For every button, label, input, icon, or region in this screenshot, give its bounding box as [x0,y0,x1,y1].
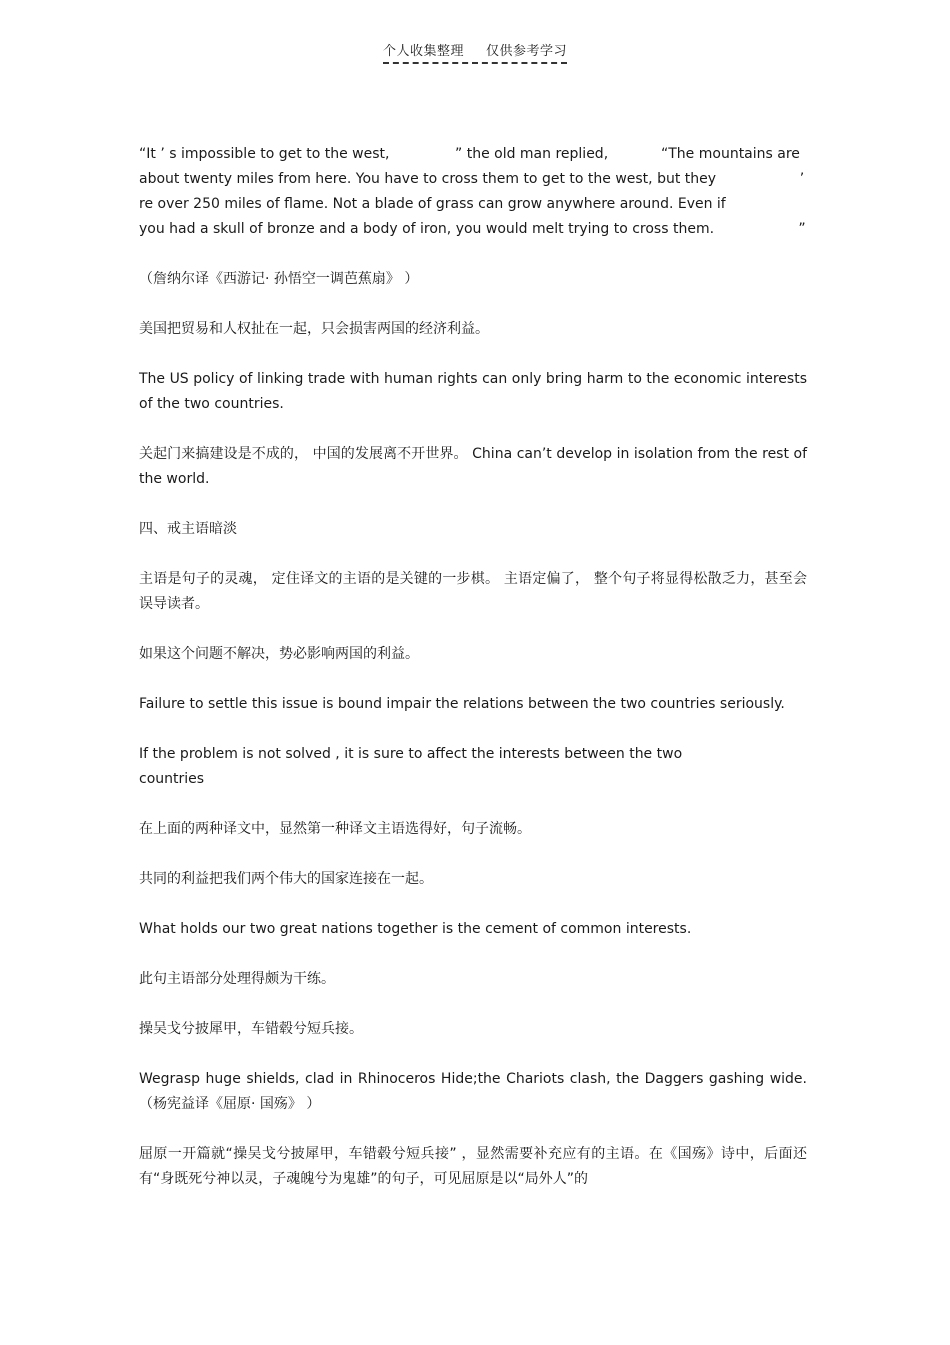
example-3-english-1: Failure to settle this issue is bound impair the relations between the two countries seriously. [139,696,785,712]
quote-line-2 [139,167,807,192]
example-5-english: Wegrasp huge shields, clad in Rhinoceros Hide;the Chariots clash, the Daggers gashing wide. （杨宪益译《屈原· 国殇》 ） [139,1071,807,1112]
example-2: 关起门来搞建设是不成的， 中国的发展离不开世界。 China can’t develop in isolation from the rest of the world. [139,446,807,487]
final-paragraph: 屈原一开篇就“操吴戈兮披犀甲，车错毂兮短兵接” ，显然需要补充应有的主语。在《国殇》诗中，后面还有“身既死兮神以灵，子魂魄兮为鬼雄”的句子，可见屈原是以“局外人”的 [139,1146,807,1187]
example-4-chinese: 共同的利益把我们两个伟大的国家连接在一起。 [139,871,433,887]
example-3-english-2-line-2: countries [139,771,205,787]
example-3-english-2-line-1: If the problem is not solved , it is sure to affect the interests between the two [139,746,683,762]
example-1-english: The US policy of linking trade with human rights can only bring harm to the economic interests of the two countries. [139,371,807,412]
comment-2: 此句主语部分处理得颇为干练。 [139,971,335,987]
example-1-chinese: 美国把贸易和人权扯在一起，只会损害两国的经济利益。 [139,321,489,337]
quote-line-1-part-a: “It ’ s impossible to get to the west, [139,146,390,162]
quote-line-3: re over 250 miles of flame. Not a blade of grass can grow anywhere around. Even if [139,196,726,212]
header-underline [383,40,567,64]
example-3-english-2 [139,742,807,792]
example-4-english: What holds our two great nations together is the cement of common interests. [139,921,692,937]
quote-line-4-mark: ” [798,221,806,237]
quote-paragraph [139,142,807,242]
comment-1: 在上面的两种译文中，显然第一种译文主语选得好，句子流畅。 [139,821,531,837]
quote-line-4-text: you had a skull of bronze and a body of iron, you would melt trying to cross them. [139,221,715,237]
page-header [0,40,950,64]
example-3-chinese: 如果这个问题不解决，势必影响两国的利益。 [139,646,419,662]
quote-line-1-part-c: “The mountains are [661,146,800,162]
document-body [139,142,807,1217]
example-5-chinese: 操吴戈兮披犀甲，车错毂兮短兵接。 [139,1021,363,1037]
section-intro: 主语是句子的灵魂， 定住译文的主语的是关键的一步棋。 主语定偏了， 整个句子将显得松散乏力，甚至会误导读者。 [139,571,807,612]
section-heading: 四、戒主语暗淡 [139,521,237,537]
quote-line-2-mark: ’ [799,171,805,187]
citation-xiyouji: （詹纳尔译《西游记· 孙悟空一调芭蕉扇》 ） [139,271,419,287]
quote-line-1 [139,142,807,167]
quote-line-2-text: about twenty miles from here. You have to cross them to get to the west, but they [139,171,717,187]
header-right-text: 仅供参考学习 [486,44,568,59]
header-left-text: 个人收集整理 [382,44,464,59]
quote-line-4 [139,217,807,242]
quote-line-1-part-b: ” the old man replied, [455,146,609,162]
